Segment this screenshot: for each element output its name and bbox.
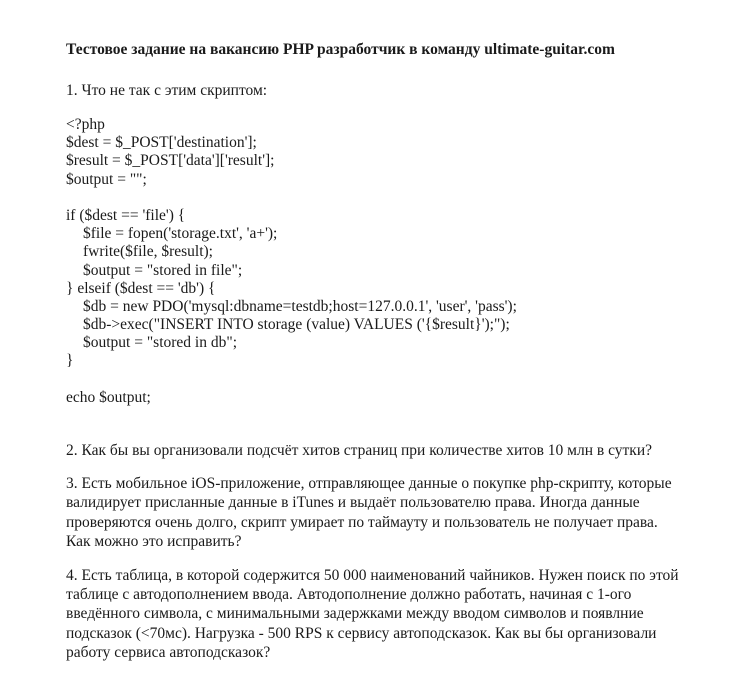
question-3-line: Как можно это исправить? — [66, 532, 242, 550]
document-title: Тестовое задание на вакансию PHP разработчик в команду ultimate-guitar.com — [66, 41, 615, 58]
question-4 — [66, 566, 726, 662]
code-line: fwrite($file, $result); — [83, 243, 213, 261]
code-line: $output = ""; — [66, 170, 147, 188]
code-line: } — [66, 352, 74, 370]
code-line: $dest = $_POST['destination']; — [66, 134, 257, 152]
question-1: 1. Что не так с этим скриптом: — [66, 82, 268, 99]
code-line: $db = new PDO('mysql:dbname=testdb;host=127.0.0.1', 'user', 'pass'); — [83, 297, 517, 315]
code-line: $output = "stored in file"; — [83, 261, 243, 279]
question-3 — [66, 474, 726, 551]
code-line: $file = fopen('storage.txt', 'a+'); — [83, 225, 278, 243]
code-line: $db->exec("INSERT INTO storage (value) VALUES ('{$result}');"); — [83, 316, 510, 334]
php-code-block — [66, 116, 726, 407]
code-line: } elseif ($dest == 'db') { — [66, 279, 216, 297]
question-2: 2. Как бы вы организовали подсчёт хитов страниц при количестве хитов 10 млн в сутки? — [66, 442, 652, 459]
question-3-line: проверяются очень долго, скрипт умирает по таймауту и пользователь не получает права. — [66, 513, 658, 531]
document-page — [66, 40, 726, 662]
question-4-line: подсказок (<70мс). Нагрузка - 500 RPS к сервису автоподсказок. Как вы бы организовали — [66, 624, 657, 642]
code-line: if ($dest == 'file') { — [66, 206, 186, 224]
question-4-line: введённого символа, с минимальными задержками между вводом символов и появлние — [66, 605, 644, 623]
code-line: $result = $_POST['data']['result']; — [66, 152, 275, 170]
code-line: <?php — [66, 116, 105, 133]
question-3-line: валидирует присланные данные в iTunes и выдаёт пользователю права. Иногда данные — [66, 494, 640, 512]
code-blank-line — [66, 371, 726, 389]
question-4-line: таблице с автодополнением ввода. Автодополнение должно работать, начиная с 1-ого — [66, 586, 632, 604]
code-blank-line — [66, 189, 726, 207]
code-line: $output = "stored in db"; — [83, 334, 238, 352]
code-line: echo $output; — [66, 388, 151, 406]
question-4-line: 4. Есть таблица, в которой содержится 50 000 наименований чайников. Нужен поиск по этой — [66, 567, 679, 585]
question-3-line: 3. Есть мобильное iOS-приложение, отправляющее данные о покупке php-скрипту, которые — [66, 475, 672, 493]
question-4-line: работу сервиса автоподсказок? — [66, 643, 271, 661]
